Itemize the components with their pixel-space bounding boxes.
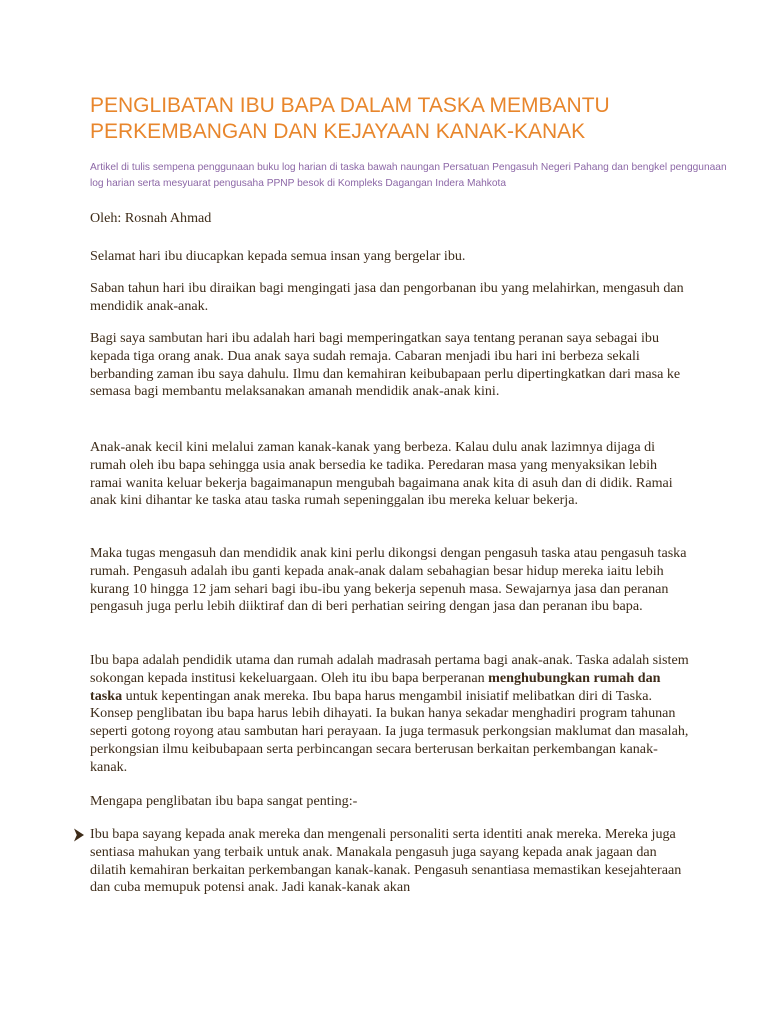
question-line: Mengapa penglibatan ibu bapa sangat penting:- bbox=[90, 793, 358, 809]
article-title: PENGLIBATAN IBU BAPA DALAM TASKA MEMBANTU PERKEMBANGAN DAN KEJAYAAN KANAK-KANAK bbox=[90, 94, 610, 143]
bold-phrase: menghubungkan rumah dan taska bbox=[90, 669, 661, 704]
author-line: Oleh: Rosnah Ahmad bbox=[90, 210, 212, 226]
paragraph: Anak-anak kecil kini melalui zaman kanak-kanak yang berbeza. Kalau dulu anak lazimnya dijaga di rumah oleh ibu bapa sehingga usia anak bersedia ke tadika. Peredaran masa yang menyaksikan lebih ramai wanita keluar bekerja bagaimanapun mengubah bagaimana anak kita di asuh dan di didik. Ramai anak kini dihantar ke taska atau taska rumah sepeninggalan ibu mereka keluar bekerja. bbox=[90, 439, 673, 509]
paragraph bbox=[90, 652, 690, 777]
paragraph: Selamat hari ibu diucapkan kepada semua insan yang bergelar ibu. bbox=[90, 248, 466, 264]
paragraph: Bagi saya sambutan hari ibu adalah hari bagi memperingatkan saya tentang peranan saya sebagai ibu kepada tiga orang anak. Dua anak saya sudah remaja. Cabaran menjadi ibu hari ini berbeza sekali berbanding zaman ibu saya dahulu. Ilmu dan kemahiran keibubapaan perlu dipertingkatkan dari masa ke semasa bagi membantu melaksanakan amanah mendidik anak-anak kini. bbox=[90, 330, 681, 400]
paragraph: Saban tahun hari ibu diraikan bagi mengingati jasa dan pengorbanan ibu yang melahirkan, mengasuh dan mendidik anak-anak. bbox=[90, 280, 684, 314]
paragraph-text: untuk kepentingan anak mereka. Ibu bapa harus mengambil inisiatif melibatkan diri di Taska. Konsep penglibatan ibu bapa harus lebih dihayati. Ia bukan hanya sekadar menghadiri program tahunan seperti gotong royong atau sambutan hari perayaan. Ia juga termasuk perkongsian maklumat dan masalah, perkongsian ilmu keibubapaan serta perbincangan secara berterusan berkaitan perkembangan kanak-kanak. bbox=[90, 687, 689, 775]
paragraph-text: Ibu bapa adalah pendidik utama dan rumah adalah madrasah pertama bagi anak-anak. Taska adalah sistem sokongan kepada institusi kekeluargaan. Oleh itu ibu bapa berperanan bbox=[90, 652, 689, 686]
bullet-text: Ibu bapa sayang kepada anak mereka dan mengenali personaliti serta identiti anak mereka. Mereka juga sentiasa mahukan yang terbaik untuk anak. Manakala pengasuh juga sayang kepada anak jagaan dan dilatih kemahiran berkaitan perkembangan kanak-kanak. Pengasuh senantiasa memastikan kesejahteraan dan cuba memupuk potensi anak. Jadi kanak-kanak akan bbox=[90, 826, 682, 896]
paragraph: Maka tugas mengasuh dan mendidik anak kini perlu dikongsi dengan pengasuh taska atau pengasuh taska rumah. Pengasuh adalah ibu ganti kepada anak-anak dalam sebahagian besar hidup mereka iaitu lebih kurang 10 hingga 12 jam sehari bagi ibu-ibu yang bekerja sepenuh masa. Sewajarnya jasa dan peranan pengasuh juga perlu lebih diiktiraf dan di beri perhatian seiring dengan jasa dan peranan ibu bapa. bbox=[90, 545, 687, 615]
arrow-bullet-icon bbox=[72, 827, 86, 843]
article-subtitle: Artikel di tulis sempena penggunaan buku log harian di taska bawah naungan Persatuan Pengasuh Negeri Pahang dan bengkel penggunaan log harian serta mesyuarat pengusaha PPNP besok di Kompleks Dagangan Indera Mahkota bbox=[90, 162, 727, 189]
